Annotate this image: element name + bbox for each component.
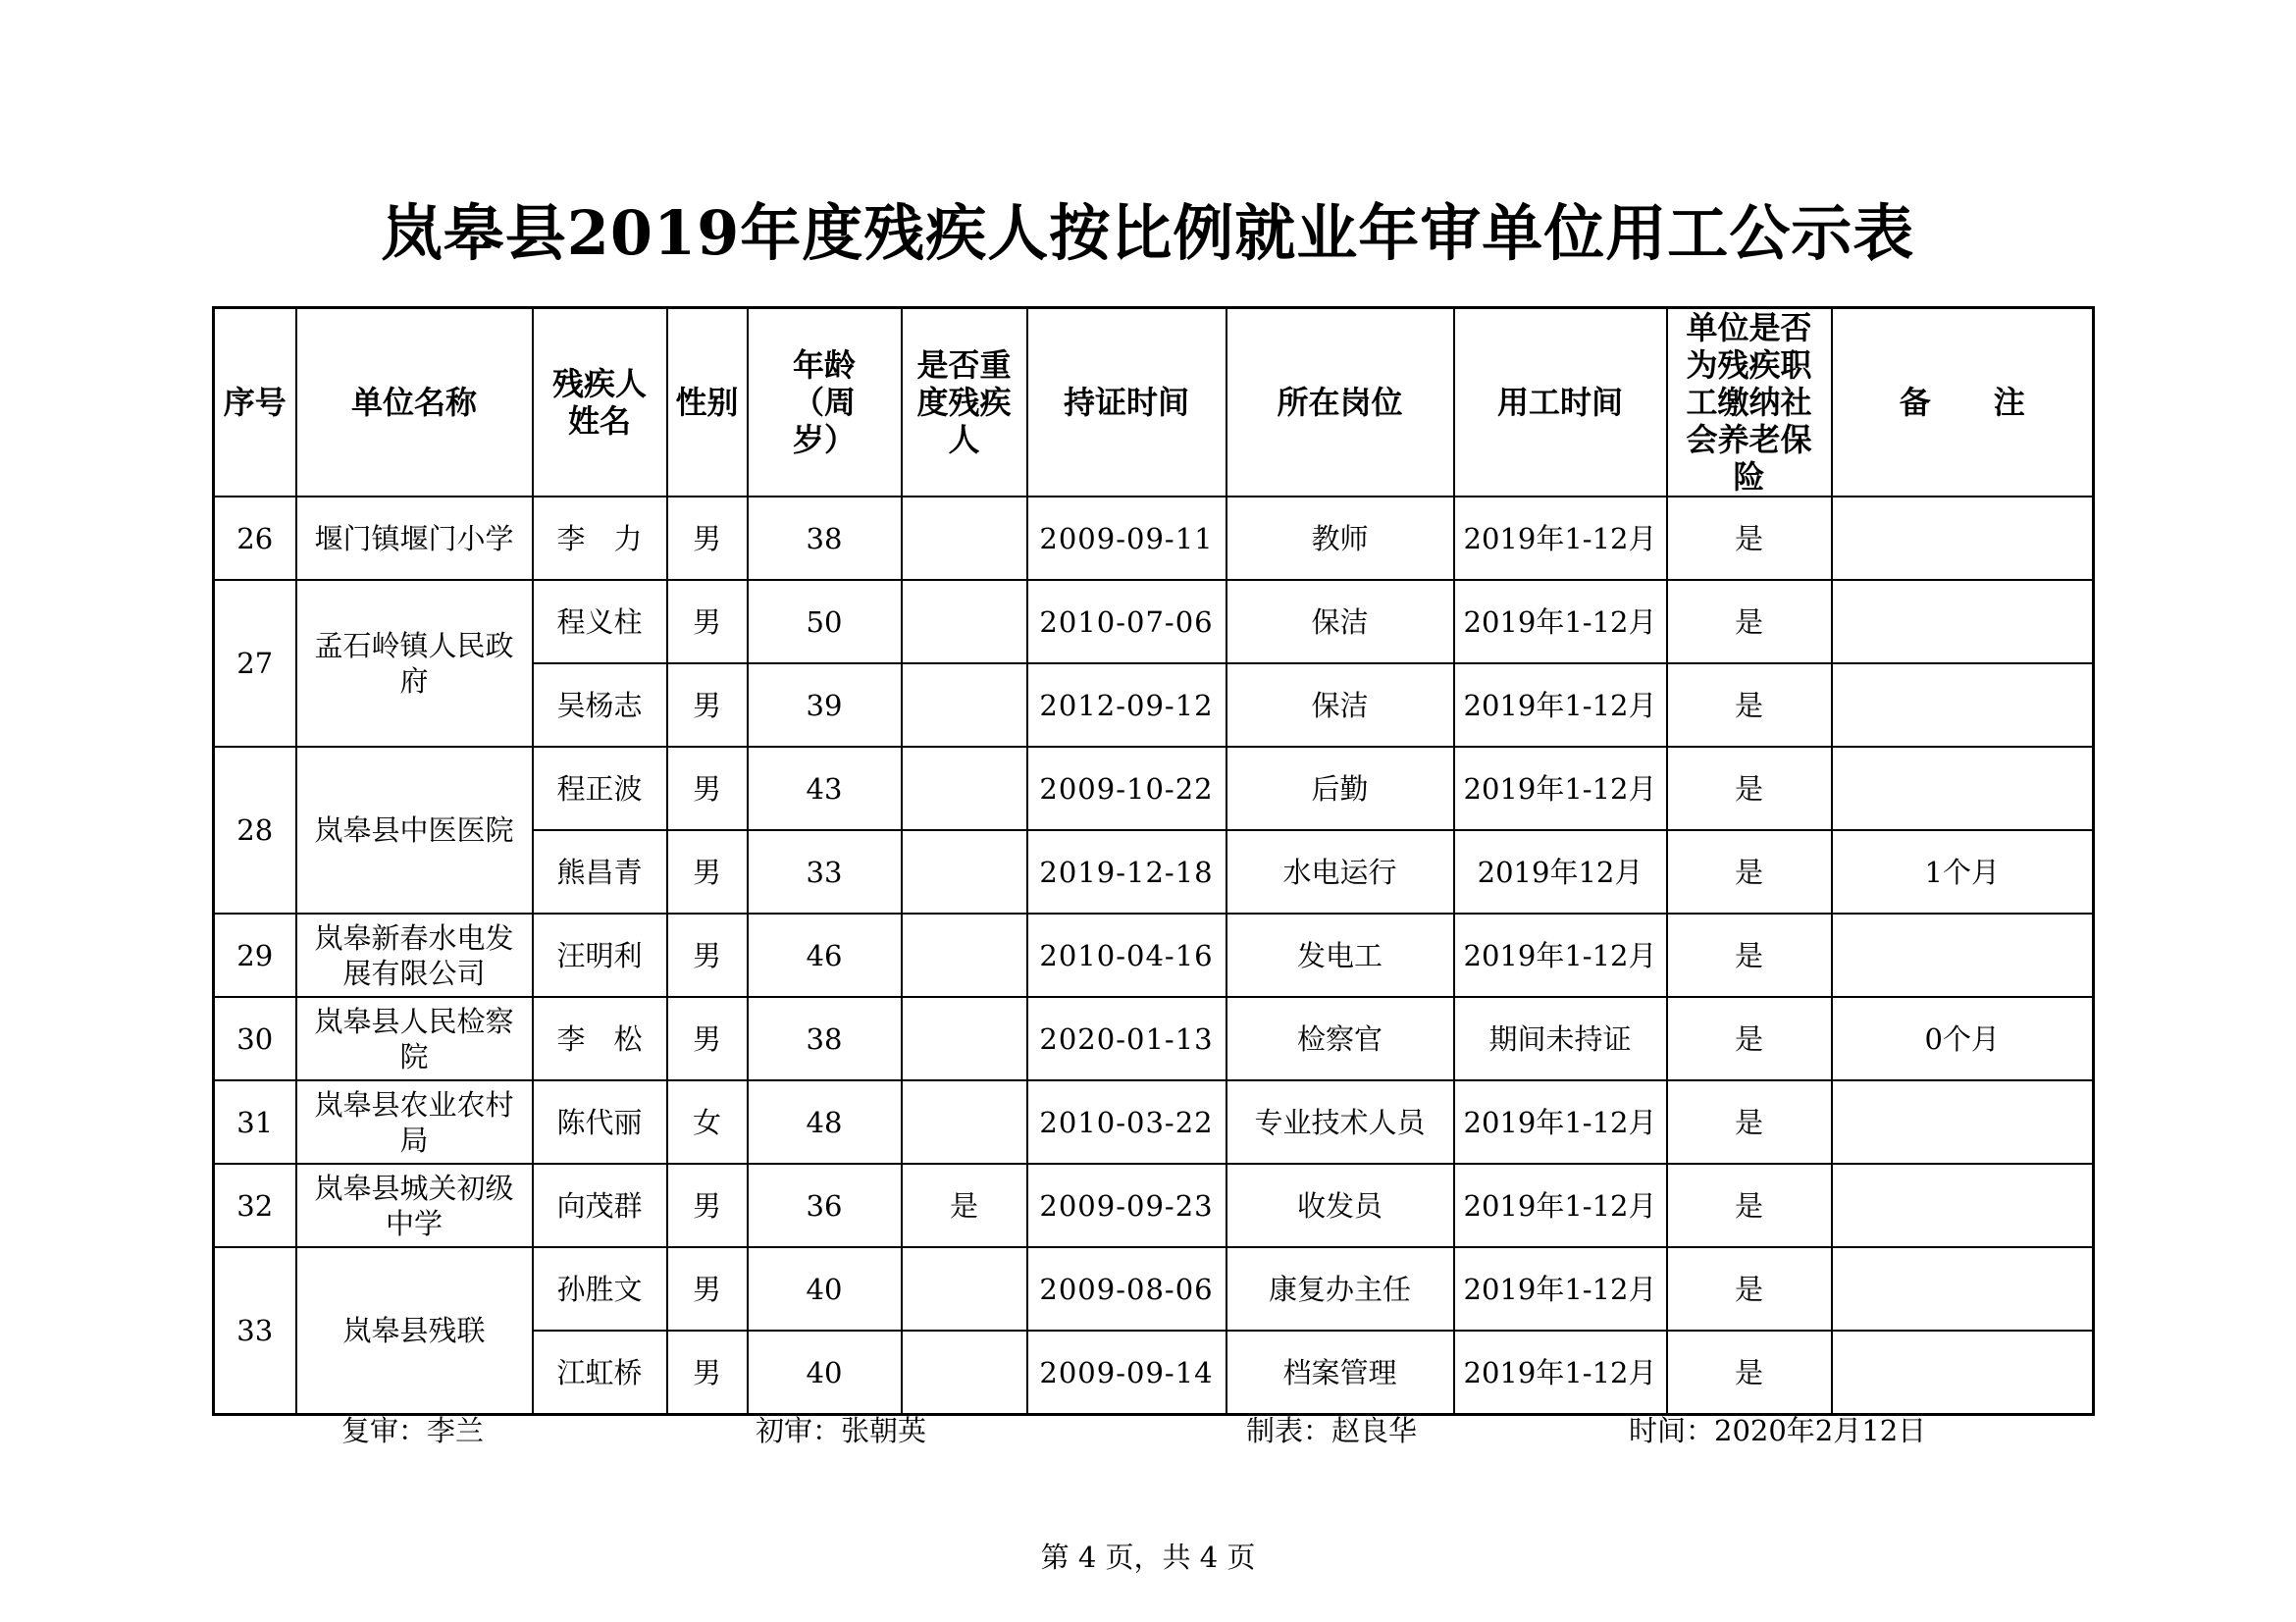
- gender-cell: 女: [667, 1080, 748, 1164]
- gender-cell: 男: [667, 663, 748, 747]
- remark-cell: [1832, 1247, 2094, 1331]
- header-post: 所在岗位: [1226, 308, 1454, 497]
- insurance-cell: 是: [1667, 1164, 1832, 1247]
- insurance-cell: 是: [1667, 497, 1832, 580]
- table-row: [214, 1080, 2094, 1164]
- insurance-cell: 是: [1667, 1080, 1832, 1164]
- insurance-cell: 是: [1667, 1331, 1832, 1415]
- insurance-cell: 是: [1667, 580, 1832, 663]
- name-cell: 程义柱: [533, 580, 667, 663]
- severe-cell: [902, 914, 1027, 997]
- cert-date-cell: 2010-03-22: [1027, 1080, 1226, 1164]
- cert-date-cell: 2009-09-14: [1027, 1331, 1226, 1415]
- cert-date-cell: 2010-07-06: [1027, 580, 1226, 663]
- post-cell: 发电工: [1226, 914, 1454, 997]
- employ-time-cell: 2019年1-12月: [1454, 663, 1667, 747]
- header-unit: 单位名称: [296, 308, 533, 497]
- severe-cell: [902, 1247, 1027, 1331]
- cert-date-cell: 2012-09-12: [1027, 663, 1226, 747]
- first-reviewer-signature: 初审：张朝英: [756, 1414, 927, 1447]
- severe-cell: [902, 1080, 1027, 1164]
- gender-cell: 男: [667, 580, 748, 663]
- insurance-cell: 是: [1667, 997, 1832, 1080]
- header-seq: 序号: [214, 308, 296, 497]
- remark-cell: [1832, 497, 2094, 580]
- severe-cell: [902, 747, 1027, 830]
- age-cell: 40: [748, 1247, 902, 1331]
- employ-time-cell: 2019年1-12月: [1454, 747, 1667, 830]
- post-cell: 检察官: [1226, 997, 1454, 1080]
- seq-cell: 29: [214, 914, 296, 997]
- table-header-row: [214, 308, 2094, 497]
- name-cell: 程正波: [533, 747, 667, 830]
- table-row: [214, 997, 2094, 1080]
- unit-cell: 岚皋县残联: [296, 1247, 533, 1415]
- header-cert-date: 持证时间: [1027, 308, 1226, 497]
- name-cell: 江虹桥: [533, 1331, 667, 1415]
- gender-cell: 男: [667, 997, 748, 1080]
- post-cell: 专业技术人员: [1226, 1080, 1454, 1164]
- age-cell: 38: [748, 997, 902, 1080]
- age-cell: 40: [748, 1331, 902, 1415]
- employ-time-cell: 2019年1-12月: [1454, 1247, 1667, 1331]
- name-cell: 熊昌青: [533, 830, 667, 914]
- name-cell: 陈代丽: [533, 1080, 667, 1164]
- remark-cell: [1832, 747, 2094, 830]
- name-cell: 李 松: [533, 997, 667, 1080]
- gender-cell: 男: [667, 1247, 748, 1331]
- gender-cell: 男: [667, 830, 748, 914]
- name-cell: 孙胜文: [533, 1247, 667, 1331]
- post-cell: 保洁: [1226, 663, 1454, 747]
- employ-time-cell: 期间未持证: [1454, 997, 1667, 1080]
- seq-cell: 30: [214, 997, 296, 1080]
- unit-cell: 岚皋县人民检察院: [296, 997, 533, 1080]
- header-insurance: 单位是否为残疾职工缴纳社会养老保险: [1667, 308, 1832, 497]
- name-cell: 李 力: [533, 497, 667, 580]
- table-row: [214, 1164, 2094, 1247]
- table-row: [214, 914, 2094, 997]
- table-body: [214, 497, 2094, 1415]
- header-employ-time: 用工时间: [1454, 308, 1667, 497]
- age-cell: 46: [748, 914, 902, 997]
- remark-cell: 1个月: [1832, 830, 2094, 914]
- age-cell: 43: [748, 747, 902, 830]
- seq-cell: 28: [214, 747, 296, 914]
- gender-cell: 男: [667, 497, 748, 580]
- seq-cell: 26: [214, 497, 296, 580]
- gender-cell: 男: [667, 1331, 748, 1415]
- insurance-cell: 是: [1667, 1247, 1832, 1331]
- age-cell: 39: [748, 663, 902, 747]
- cert-date-cell: 2010-04-16: [1027, 914, 1226, 997]
- age-cell: 36: [748, 1164, 902, 1247]
- severe-cell: [902, 830, 1027, 914]
- header-severe: 是否重度残疾人: [902, 308, 1027, 497]
- remark-cell: [1832, 1080, 2094, 1164]
- post-cell: 教师: [1226, 497, 1454, 580]
- severe-cell: [902, 1331, 1027, 1415]
- cert-date-cell: 2009-10-22: [1027, 747, 1226, 830]
- post-cell: 收发员: [1226, 1164, 1454, 1247]
- header-name: 残疾人姓名: [533, 308, 667, 497]
- cert-date-cell: 2009-08-06: [1027, 1247, 1226, 1331]
- age-cell: 38: [748, 497, 902, 580]
- page-number: 第 4 页，共 4 页: [1040, 1541, 1256, 1574]
- insurance-cell: 是: [1667, 747, 1832, 830]
- remark-cell: 0个月: [1832, 997, 2094, 1080]
- post-cell: 水电运行: [1226, 830, 1454, 914]
- unit-cell: 岚皋县城关初级中学: [296, 1164, 533, 1247]
- header-remark: 备 注: [1832, 308, 2094, 497]
- employ-time-cell: 2019年1-12月: [1454, 580, 1667, 663]
- age-cell: 33: [748, 830, 902, 914]
- preparer-signature: 制表：赵良华: [1246, 1414, 1418, 1447]
- remark-cell: [1832, 1331, 2094, 1415]
- header-gender: 性别: [667, 308, 748, 497]
- gender-cell: 男: [667, 747, 748, 830]
- employ-time-cell: 2019年1-12月: [1454, 1331, 1667, 1415]
- severe-cell: [902, 997, 1027, 1080]
- remark-cell: [1832, 914, 2094, 997]
- employ-time-cell: 2019年1-12月: [1454, 914, 1667, 997]
- insurance-cell: 是: [1667, 914, 1832, 997]
- age-cell: 48: [748, 1080, 902, 1164]
- cert-date-cell: 2009-09-11: [1027, 497, 1226, 580]
- age-cell: 50: [748, 580, 902, 663]
- table-row: [214, 497, 2094, 580]
- reviewer-signature: 复审：李兰: [341, 1414, 485, 1447]
- remark-cell: [1832, 580, 2094, 663]
- seq-cell: 31: [214, 1080, 296, 1164]
- table-row: [214, 1247, 2094, 1331]
- unit-cell: 堰门镇堰门小学: [296, 497, 533, 580]
- name-cell: 汪明利: [533, 914, 667, 997]
- unit-cell: 孟石岭镇人民政府: [296, 580, 533, 747]
- unit-cell: 岚皋县中医医院: [296, 747, 533, 914]
- post-cell: 保洁: [1226, 580, 1454, 663]
- employment-table: [212, 306, 2095, 1416]
- table-row: [214, 580, 2094, 663]
- employ-time-cell: 2019年12月: [1454, 830, 1667, 914]
- seq-cell: 27: [214, 580, 296, 747]
- name-cell: 吴杨志: [533, 663, 667, 747]
- remark-cell: [1832, 663, 2094, 747]
- header-age: 年龄（周岁）: [748, 308, 902, 497]
- unit-cell: 岚皋新春水电发展有限公司: [296, 914, 533, 997]
- severe-cell: [902, 663, 1027, 747]
- employ-time-cell: 2019年1-12月: [1454, 1164, 1667, 1247]
- cert-date-cell: 2020-01-13: [1027, 997, 1226, 1080]
- seq-cell: 32: [214, 1164, 296, 1247]
- table-row: [214, 747, 2094, 830]
- post-cell: 康复办主任: [1226, 1247, 1454, 1331]
- insurance-cell: 是: [1667, 830, 1832, 914]
- post-cell: 后勤: [1226, 747, 1454, 830]
- report-date: 时间：2020年2月12日: [1629, 1414, 1927, 1447]
- severe-cell: [902, 497, 1027, 580]
- cert-date-cell: 2019-12-18: [1027, 830, 1226, 914]
- remark-cell: [1832, 1164, 2094, 1247]
- employ-time-cell: 2019年1-12月: [1454, 1080, 1667, 1164]
- seq-cell: 33: [214, 1247, 296, 1415]
- name-cell: 向茂群: [533, 1164, 667, 1247]
- cert-date-cell: 2009-09-23: [1027, 1164, 1226, 1247]
- severe-cell: [902, 580, 1027, 663]
- gender-cell: 男: [667, 1164, 748, 1247]
- severe-cell: 是: [902, 1164, 1027, 1247]
- employ-time-cell: 2019年1-12月: [1454, 497, 1667, 580]
- insurance-cell: 是: [1667, 663, 1832, 747]
- gender-cell: 男: [667, 914, 748, 997]
- unit-cell: 岚皋县农业农村局: [296, 1080, 533, 1164]
- post-cell: 档案管理: [1226, 1331, 1454, 1415]
- document-title: 岚皋县2019年度残疾人按比例就业年审单位用工公示表: [381, 197, 1915, 269]
